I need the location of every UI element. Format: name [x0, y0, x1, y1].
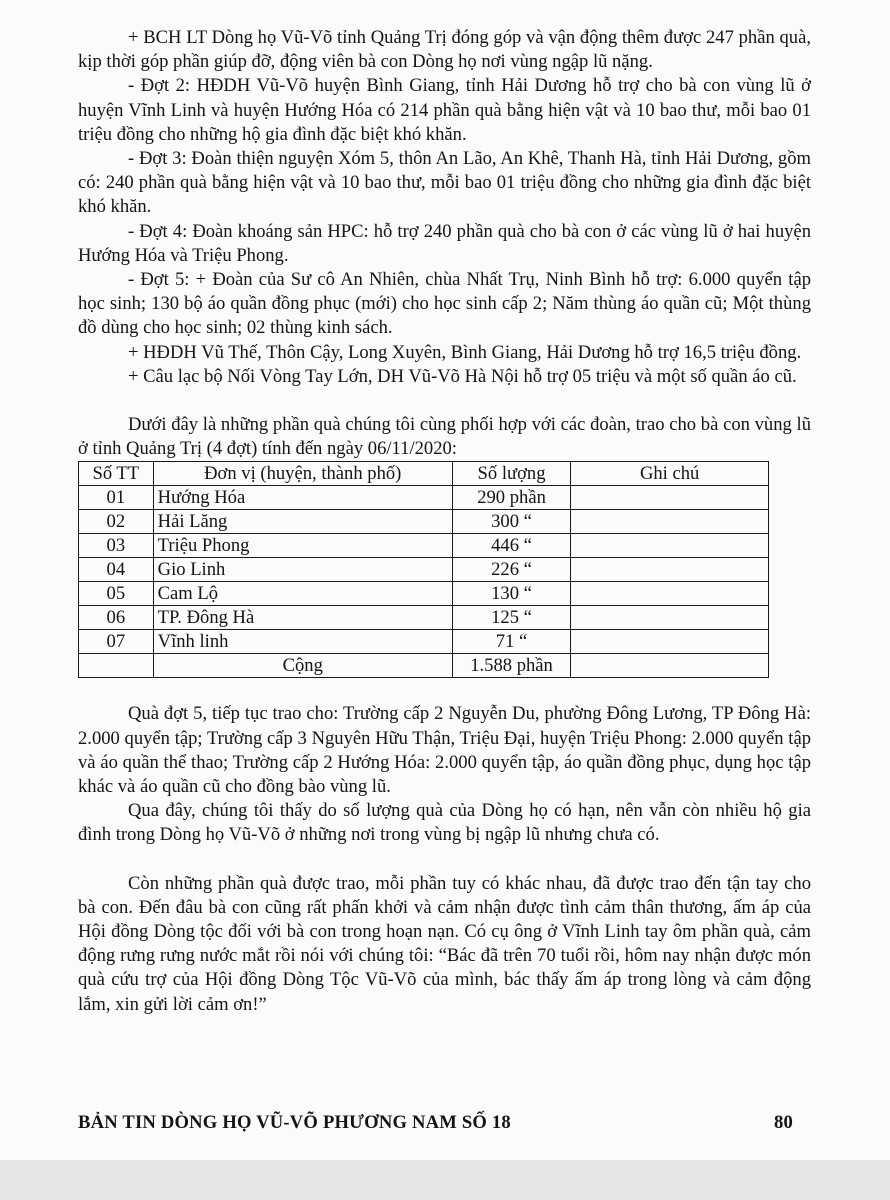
table-intro: Dưới đây là những phần quà chúng tôi cùng phối hợp với các đoàn, trao cho bà con vùng lũ ở tỉnh Quảng Trị (4 đợt) tính đến ngày 06/11/2020: — [78, 414, 811, 460]
cell-unit: TP. Đông Hà — [153, 606, 452, 630]
paragraph: Qua đây, chúng tôi thấy do số lượng quà của Dòng họ có hạn, nên vẫn còn nhiều hộ gia đình trong Dòng họ Vũ-Võ ở những nơi trong vùng bị ngập lũ nhưng chưa có. — [78, 800, 811, 846]
table-header-row — [79, 462, 769, 486]
cell-no: 01 — [79, 486, 154, 510]
cell-unit: Triệu Phong — [153, 534, 452, 558]
table-row — [79, 534, 769, 558]
page-number: 80 — [774, 1112, 793, 1133]
header-note: Ghi chú — [571, 462, 769, 486]
cell-no: 06 — [79, 606, 154, 630]
cell-note — [571, 654, 769, 678]
gift-distribution-table — [78, 461, 769, 678]
cell-unit: Gio Linh — [153, 558, 452, 582]
cell-qty: 130 “ — [452, 582, 570, 606]
spacer — [78, 848, 811, 872]
cell-note — [571, 534, 769, 558]
paragraph: - Đợt 4: Đoàn khoáng sản HPC: hỗ trợ 240 phần quà cho bà con ở các vùng lũ ở hai huyện Hướng Hóa và Triệu Phong. — [78, 220, 811, 266]
closing-paragraph: Còn những phần quà được trao, mỗi phần tuy có khác nhau, đã được trao đến tận tay cho bà con. Đến đâu bà con cũng rất phấn khởi và cảm nhận được tình cảm thân thương, ấm áp của Hội đồng Dòng tộc đối với bà con trong hoạn nạn. Có cụ ông ở Vĩnh Linh tay ôm phần quà, cảm động rưng rưng nước mắt rồi nói với chúng tôi: “Bác đã trên 70 tuổi rồi, hôm nay nhận được món quà cứu trợ của Hội đồng Dòng Tộc Vũ-Võ của mình, bác thấy ấm áp trong lòng và cảm động lắm, xin gửi lời cảm ơn!” — [78, 872, 811, 1015]
bottom-margin — [0, 1160, 890, 1200]
cell-qty: 71 “ — [452, 630, 570, 654]
cell-no-empty — [79, 654, 154, 678]
total-qty: 1.588 phần — [452, 654, 570, 678]
cell-qty: 125 “ — [452, 606, 570, 630]
cell-note — [571, 630, 769, 654]
cell-note — [571, 486, 769, 510]
table-row — [79, 630, 769, 654]
cell-note — [571, 558, 769, 582]
table-row — [79, 606, 769, 630]
cell-unit: Hải Lăng — [153, 510, 452, 534]
cell-note — [571, 606, 769, 630]
paragraph: + BCH LT Dòng họ Vũ-Võ tỉnh Quảng Trị đóng góp và vận động thêm được 247 phần quà, kịp thời góp phần giúp đỡ, động viên bà con Dòng họ nơi vùng ngập lũ nặng. — [78, 27, 811, 73]
cell-unit: Vĩnh linh — [153, 630, 452, 654]
paragraph: + HĐDH Vũ Thế, Thôn Cậy, Long Xuyên, Bình Giang, Hải Dương hỗ trợ 16,5 triệu đồng. — [128, 341, 802, 363]
cell-unit: Hướng Hóa — [153, 486, 452, 510]
header-no: Số TT — [79, 462, 154, 486]
cell-qty: 226 “ — [452, 558, 570, 582]
paragraph: - Đợt 3: Đoàn thiện nguyện Xóm 5, thôn An Lão, An Khê, Thanh Hà, tỉnh Hải Dương, gồm có: 240 phần quà bằng hiện vật và 10 bao thư, mỗi bao 01 triệu đồng cho những gia đình đặc biệt khó khăn. — [78, 148, 811, 218]
cell-no: 07 — [79, 630, 154, 654]
table-row — [79, 558, 769, 582]
paragraph: - Đợt 2: HĐDH Vũ-Võ huyện Bình Giang, tỉnh Hải Dương hỗ trợ cho bà con vùng lũ ở huyện Vĩnh Linh và huyện Hướng Hóa có 214 phần quà bằng hiện vật và 10 bao thư, mỗi bao 01 triệu đồng cho những hộ gia đình đặc biệt khó khăn. — [78, 75, 811, 145]
cell-qty: 300 “ — [452, 510, 570, 534]
spacer — [78, 678, 811, 702]
footer-title: BẢN TIN DÒNG HỌ VŨ-VÕ PHƯƠNG NAM SỐ 18 — [78, 1112, 511, 1133]
page-footer — [78, 1112, 793, 1134]
cell-no: 03 — [79, 534, 154, 558]
table-total-row — [79, 654, 769, 678]
cell-qty: 290 phần — [452, 486, 570, 510]
spacer — [78, 389, 811, 413]
header-qty: Số lượng — [452, 462, 570, 486]
table-row — [79, 510, 769, 534]
paragraph: + Câu lạc bộ Nối Vòng Tay Lớn, DH Vũ-Võ Hà Nội hỗ trợ 05 triệu và một số quần áo cũ. — [128, 365, 797, 387]
cell-note — [571, 510, 769, 534]
cell-note — [571, 582, 769, 606]
cell-no: 05 — [79, 582, 154, 606]
cell-no: 02 — [79, 510, 154, 534]
article-body — [78, 26, 811, 1017]
table-row — [79, 582, 769, 606]
paragraph: Quà đợt 5, tiếp tục trao cho: Trường cấp 2 Nguyễn Du, phường Đông Lương, TP Đông Hà: 2.000 quyển tập; Trường cấp 3 Nguyên Hữu Thận, Triệu Đại, huyện Triệu Phong: 2.000 quyển tập và áo quần thể thao; Trường cấp 2 Hướng Hóa: 2.000 quyển tập, áo quần đồng phục, dụng học tập khác và áo quần cũ cho đồng bào vùng lũ. — [78, 703, 811, 798]
header-unit: Đơn vị (huyện, thành phố) — [153, 462, 452, 486]
cell-qty: 446 “ — [452, 534, 570, 558]
cell-no: 04 — [79, 558, 154, 582]
total-label: Cộng — [153, 654, 452, 678]
table-row — [79, 486, 769, 510]
cell-unit: Cam Lộ — [153, 582, 452, 606]
paragraph: - Đợt 5: + Đoàn của Sư cô An Nhiên, chùa Nhất Trụ, Ninh Bình hỗ trợ: 6.000 quyển tập học sinh; 130 bộ áo quần đồng phục (mới) cho học sinh cấp 2; Năm thùng áo quần cũ; Một thùng đồ dùng cho học sinh; 02 thùng kinh sách. — [78, 269, 811, 339]
